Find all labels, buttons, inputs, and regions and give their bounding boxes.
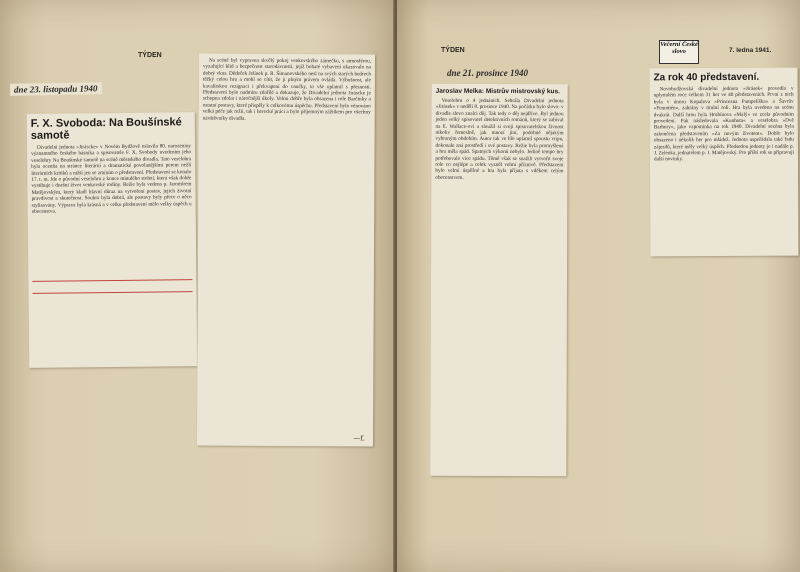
right-date: dne 21. prosince 1940 [447,68,528,78]
left-header: TÝDEN [138,52,162,59]
clip-date: 7. ledna 1941. [729,47,772,54]
right-header: TÝDEN [441,47,465,54]
article-title: Za rok 40 představení. [653,71,760,84]
left-date: dne 23. listopadu 1940 [10,82,102,96]
article-body: Na scéně byl vypraven skvělý pokoj venkovského zámečku, s atmosférou, vyzařující klid a bezpečnost starodávnosti, jejíž bohaté vybavení ukazovalo na dobrý vkus. Dědeček Jelínek p. R. Šimanovského nesl na svých starých bedrech těžký celou hru a mohl se cítit, že ji plným právem ovládá. Výbušnost, ale kavalírskou rezignaci i překvapení do vnučky, to vše uplatnil s přesností. Představení bylo nadmíru zdařilé a dokazuje, že Divadelní jednota Jiráscke je schopna zdolat i náročnější úkoly. Velmi dobře byla obsazena i role Barčinky a ostatní postavy, které přispěly k celkovému úspěchu. Představení bylo věnováno velká péče jak režii, tak i herecké práci a bylo příjemným zážitkem pro všechny návštěvníky divadla. [202,57,372,122]
right-page [397,0,800,572]
article-body: Divadelní jednota »Jiráscke« v Novém Bydžově oslavila 80. narozeniny významného českého básníka a spisovatele F. X. Svobody uvedením jeho veselohry Na Boušínské samotě na scéně městského divadla. Tato veselohra byla ocenňa na stránce literární a dramatické povolanějšími perem nežli literárních kritiků a nižší jen se zmíním o představení. Představení se konalo 17. t. m. Jde o původní veselohru z konce minulého století, která však dobře vystihuje i dnešní život venkovské rodiny. Režie byla vedena p. Jaromírem Matějovským, který kladl hlavní důraz na vytvoření postav, jejich životní pravdivost a skutečnost. Souhra byla dobrá, ale postavy byly přece o něco stylisovány. Výprava byla krásná a v celku představení mělo velký úspěch u obecenstva. [31,143,192,215]
article-title: F. X. Svoboda: Na Boušínské samotě [30,116,182,142]
newspaper-logo: Večerní České slovo [659,40,699,64]
left-page [0,0,395,572]
clip-article-melka [430,84,567,476]
red-underline [33,291,193,294]
clip-article-40-performances [650,68,799,257]
clip-article-continued [197,54,375,447]
clip-article-svoboda [27,112,198,368]
article-body: Novobydžovská divadelní jednota »Jirásek« provedla v uplynulém roce celkem 31 her ve 40 představeních. První z nich byla v únoru Kopalova »Princezna Pampelíška« a Šavrův »Fenomén«, zahrány v titulní roli. Hra byla uvedena na scénu dvakrát. Další hrou byla Hrubínova »Malý« ve zcela původním provedení. Pak následovala »Kunhuta« a veselohra »Dvě Barbory«, jako vzpomínka na rok 1940. Divadelní sezóna byla zakončena představením »Za novým životem«. Dobře bylo obsazeno i několik her pro mládež. Jednota uspořádala také řadu zájezdů, které měly velký úspěch. Předsedou jednoty je i nadále p. J. Zelenka, jednatelem p. J. Matějovský. Pro příští rok se připravují další novinky. [653,85,794,163]
article-body: Veselohru o 4 jednáních. Sehrála Divadelní jednota »Jirásek« v neděli 8. prosince 1940. Na počátku bylo slovo: v divadle slovo znalci děj. Tak tedy o děj nejdříve. Byl jednou jeden velký spisovatel detektivních románů, který se zabíval na E. Wallace-ovi a sloužil si svoji spisovatelskou živnost nikoliv řemeslně, jak mnozí jiní, podobně nějakým vybraným obdobím. Autor tak ve hře uplatnil spoustu vtipu, dokonale zná prostředí i své postavy. Režie byla promyšlená a hra měla spád. Spatných výkonů nebylo. Jedině tempo hry potřebovalo více spádu. Těmě však se snažili vytvořit svoje role co nejlépe a celek vyzněl velmi příznivě. Představení bylo velmi úspěšné a hra byla přijata s vděkem celým obecenstvem. [435,97,564,181]
article-title: Jaroslav Melka: Mistrův mistrovský kus. [435,87,560,96]
red-underline [32,279,192,282]
signature: —f. [353,434,366,443]
